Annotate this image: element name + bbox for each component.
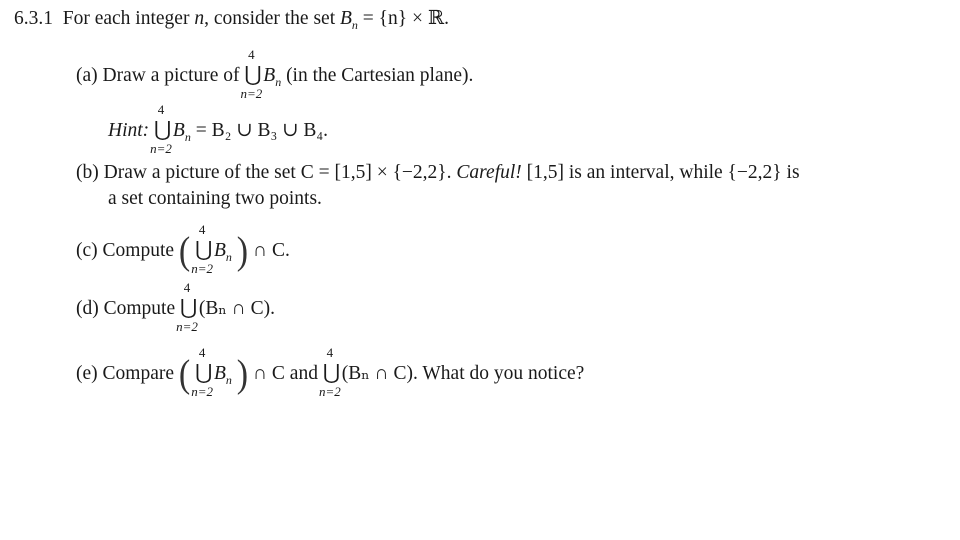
problem-intro-a: For each integer: [62, 8, 195, 29]
part-d-text: Compute: [103, 298, 176, 319]
hint-label: Hint:: [108, 120, 150, 141]
part-a-tail: (in the Cartesian plane).: [286, 65, 474, 86]
part-d-tail: (Bₙ ∩ C).: [198, 298, 276, 319]
part-c-tail: ∩ C.: [252, 240, 290, 261]
part-b-label: (b): [76, 162, 99, 183]
union-symbol: 4 ⋃ n=2: [176, 280, 198, 334]
part-d-label: (d): [76, 298, 99, 319]
hint-rhs: = B₂ ∪ B₃ ∪ B₄.: [195, 120, 329, 141]
part-d: [76, 280, 276, 334]
part-a: (a) Draw a picture of 4 ⋃ n=2 $B_n$ (in the Cartesian plane).: [76, 47, 474, 101]
part-b-careful: Careful!: [456, 162, 522, 183]
part-b: [76, 162, 800, 184]
problem-number: 6.3.1: [14, 8, 53, 29]
part-c-text: Compute: [102, 240, 175, 261]
part-e-label: (e): [76, 363, 98, 384]
union-symbol: 4 ⋃ n=2: [191, 222, 213, 276]
union-symbol: 4 ⋃ n=2: [191, 345, 213, 399]
part-e-text: Compare: [102, 363, 175, 384]
part-c: (c) Compute ( 4 ⋃ n=2 $B_n$ ) ∩ C.: [76, 222, 290, 276]
part-e: (e) Compare ( 4 ⋃ n=2 $B_n$ ) ∩ C and 4 ⋃ n=2 (Bₙ ∩ C). What do you notice?: [76, 345, 585, 399]
part-b-line2: a set containing two points.: [108, 188, 322, 209]
part-e-tail: (Bₙ ∩ C). What do you notice?: [341, 363, 585, 384]
union-symbol: 4 ⋃ n=2: [240, 47, 263, 101]
problem-intro-b: , consider the set: [204, 8, 340, 29]
part-a-label: (a): [76, 65, 98, 86]
part-b-line1a: Draw a picture of the set C = [1,5] × {−2,2}.: [103, 162, 457, 183]
part-c-label: (c): [76, 240, 98, 261]
part-a-text: Draw a picture of: [102, 65, 240, 86]
problem-statement: 6.3.1 For each integer n, consider the set $B_n = \{n\}$ × ℝ.: [14, 8, 449, 32]
problem-intro-eq: = {n} × ℝ.: [357, 8, 449, 29]
part-b-line1b: [1,5] is an interval, while {−2,2} is: [521, 162, 800, 183]
part-e-mid: ∩ C and: [252, 363, 318, 384]
union-symbol: 4 ⋃ n=2: [150, 102, 172, 156]
hint: Hint: 4 ⋃ n=2 $B_n = B_2$ ∪ B₃ ∪ B₄.: [108, 102, 329, 156]
union-symbol: 4 ⋃ n=2: [318, 345, 341, 399]
